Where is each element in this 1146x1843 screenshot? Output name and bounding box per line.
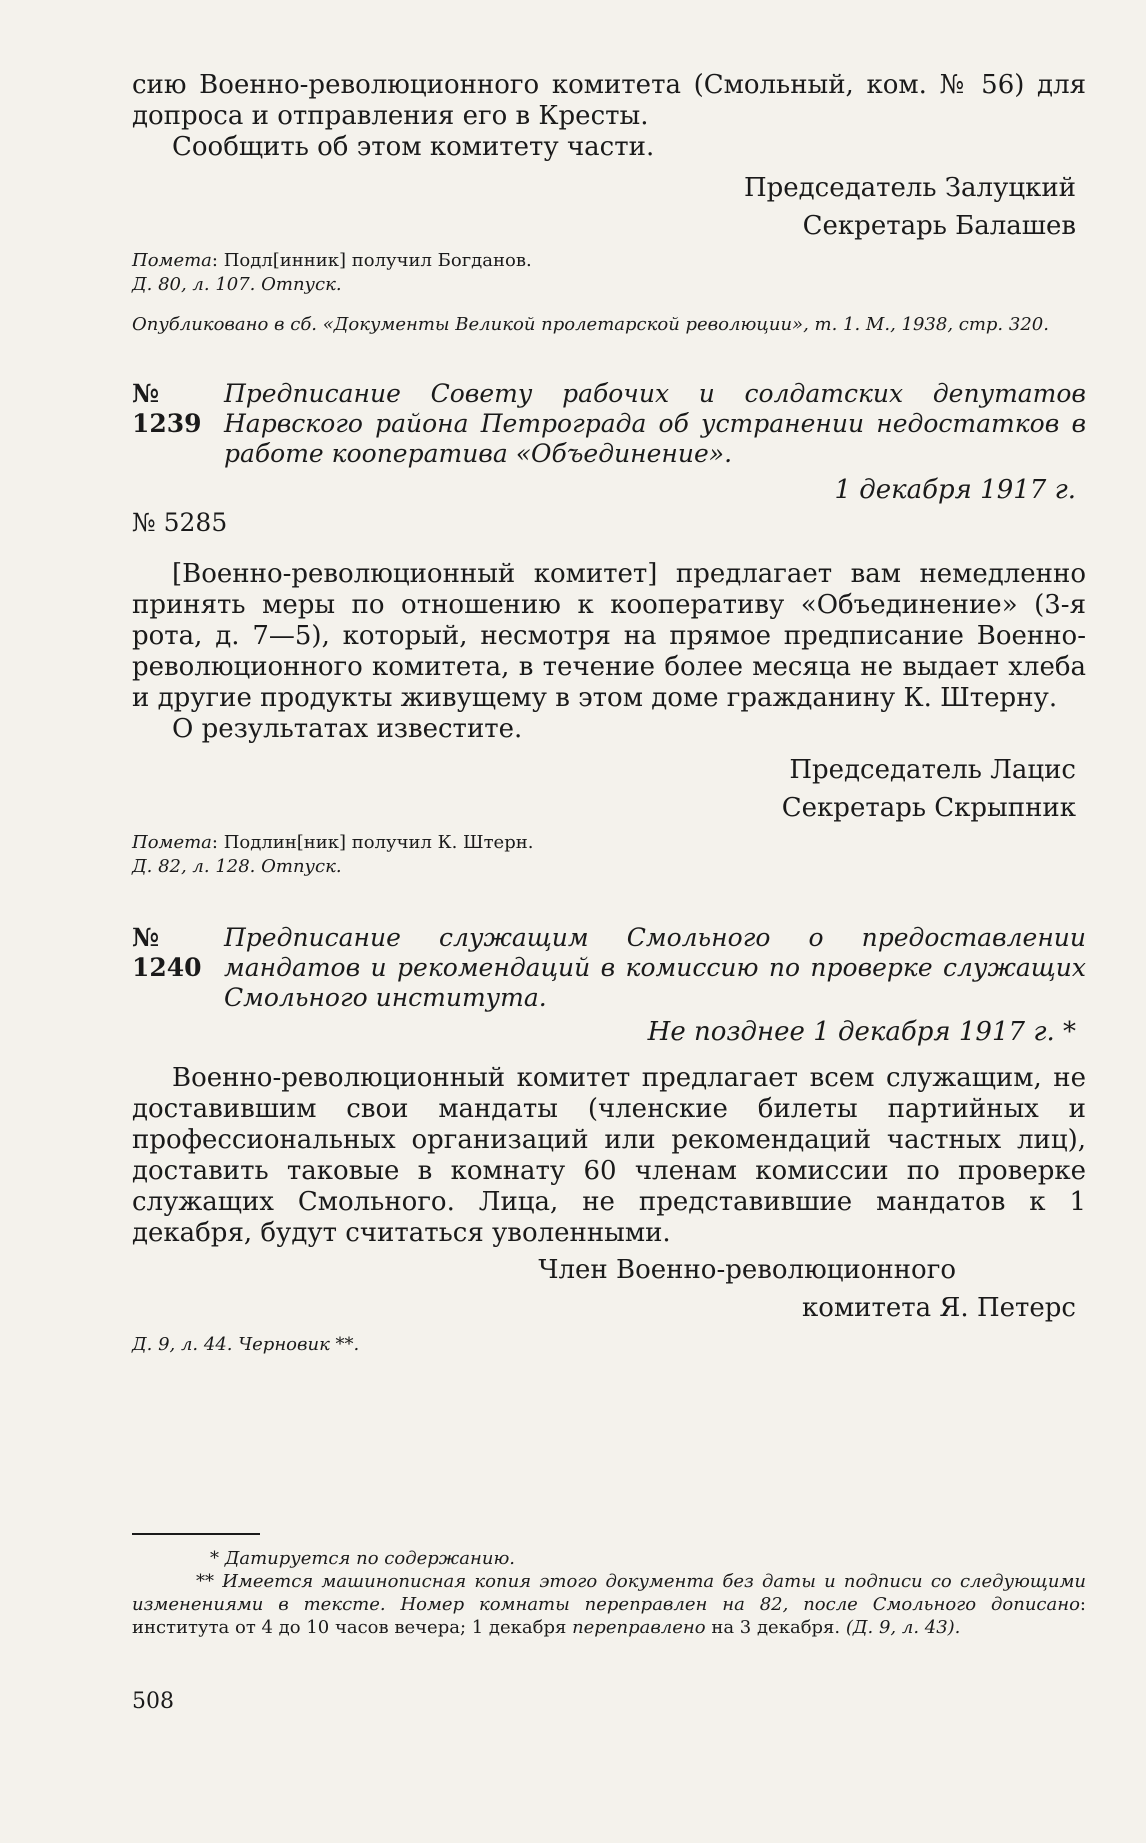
archive-reference: Д. 80, л. 107. Отпуск. — [132, 274, 342, 295]
doc-1239-number: № 1239 — [132, 379, 202, 438]
doc-1239-paragraph: [Военно-революционный комитет] предлагает вам немедленно принять меры по отношению к кооперативу «Объединение» (3-я рота, д. 7—5), который, несмотря на прямое предписание Военно-революционного комитета, в течение более месяца не выдает хлеба и другие продукты живущему в этом доме гражданину К. Штерну. — [132, 559, 1086, 713]
text-column — [132, 70, 1086, 1639]
doc-1239-archive: Д. 82, л. 128. Отпуск. — [132, 856, 342, 877]
footnote-1: * Датируется по содержанию. — [210, 1548, 516, 1569]
page-number: 508 — [132, 1689, 174, 1714]
doc-1239-outgoing-number: № 5285 — [132, 508, 228, 537]
footnote-2: ** Имеется машинописная копия этого документа без даты и подписи со следующими изменениями в тексте. Номер комнаты переправлен на 82, после Смольного дописано: института от 4 до 10 часов вечера; 1 декабря переправлено на 3 декабря. (Д. 9, л. 43). — [132, 1571, 1086, 1638]
signature-secretary: Секретарь Балашев — [802, 211, 1076, 241]
doc-1239-header — [132, 379, 1086, 469]
doc-1240-archive: Д. 9, л. 44. Черновик **. — [132, 1334, 360, 1355]
doc-1240-title: Предписание служащим Смольного о предоставлении мандатов и рекомендаций в комиссию по проверке служащих Смольного института. — [224, 923, 1086, 1012]
doc-1240-header — [132, 923, 1086, 1013]
doc-1239-signature-chairman: Председатель Лацис — [789, 755, 1076, 785]
doc-1240-number: № 1240 — [132, 923, 202, 982]
doc-1239-date: 1 декабря 1917 г. — [834, 475, 1076, 505]
continuation-paragraph-2: Сообщить об этом комитету части. — [172, 132, 655, 162]
doc-1239-title: Предписание Совету рабочих и солдатских депутатов Нарвского района Петрограда об устранении недостатков в работе кооператива «Объединение». — [224, 379, 1086, 468]
doc-1240-paragraph: Военно-революционный комитет предлагает всем служащим, не доставившим свои мандаты (членские билеты партийных и профессиональных организаций или рекомендаций частных лиц), доставить таковые в комнату 60 членам комиссии по проверке служащих Смольного. Лица, не представившие мандатов к 1 декабря, будут считаться уволенными. — [132, 1063, 1086, 1248]
doc-1239-paragraph-2: О результатах известите. — [172, 714, 523, 744]
doc-1240-date: Не позднее 1 декабря 1917 г. * — [647, 1017, 1076, 1047]
signature-chairman: Председатель Залуцкий — [743, 173, 1076, 203]
mark-note: Помета: Подл[инник] получил Богданов. — [132, 250, 532, 271]
doc-1240-signature-line-2: комитета Я. Петерс — [802, 1293, 1076, 1323]
footnote-rule — [132, 1533, 260, 1535]
publication-note: Опубликовано в сб. «Документы Великой пролетарской революции», т. 1. М., 1938, стр. 320. — [132, 314, 1049, 335]
doc-1240-signature-line-1: Член Военно-революционного — [538, 1255, 956, 1285]
continuation-paragraph: сию Военно-революционного комитета (Смольный, ком. № 56) для допроса и отправления его в Кресты. — [132, 70, 1086, 131]
doc-1239-mark: Помета: Подлин[ник] получил К. Штерн. — [132, 832, 534, 853]
doc-1239-signature-secretary: Секретарь Скрыпник — [781, 793, 1076, 823]
